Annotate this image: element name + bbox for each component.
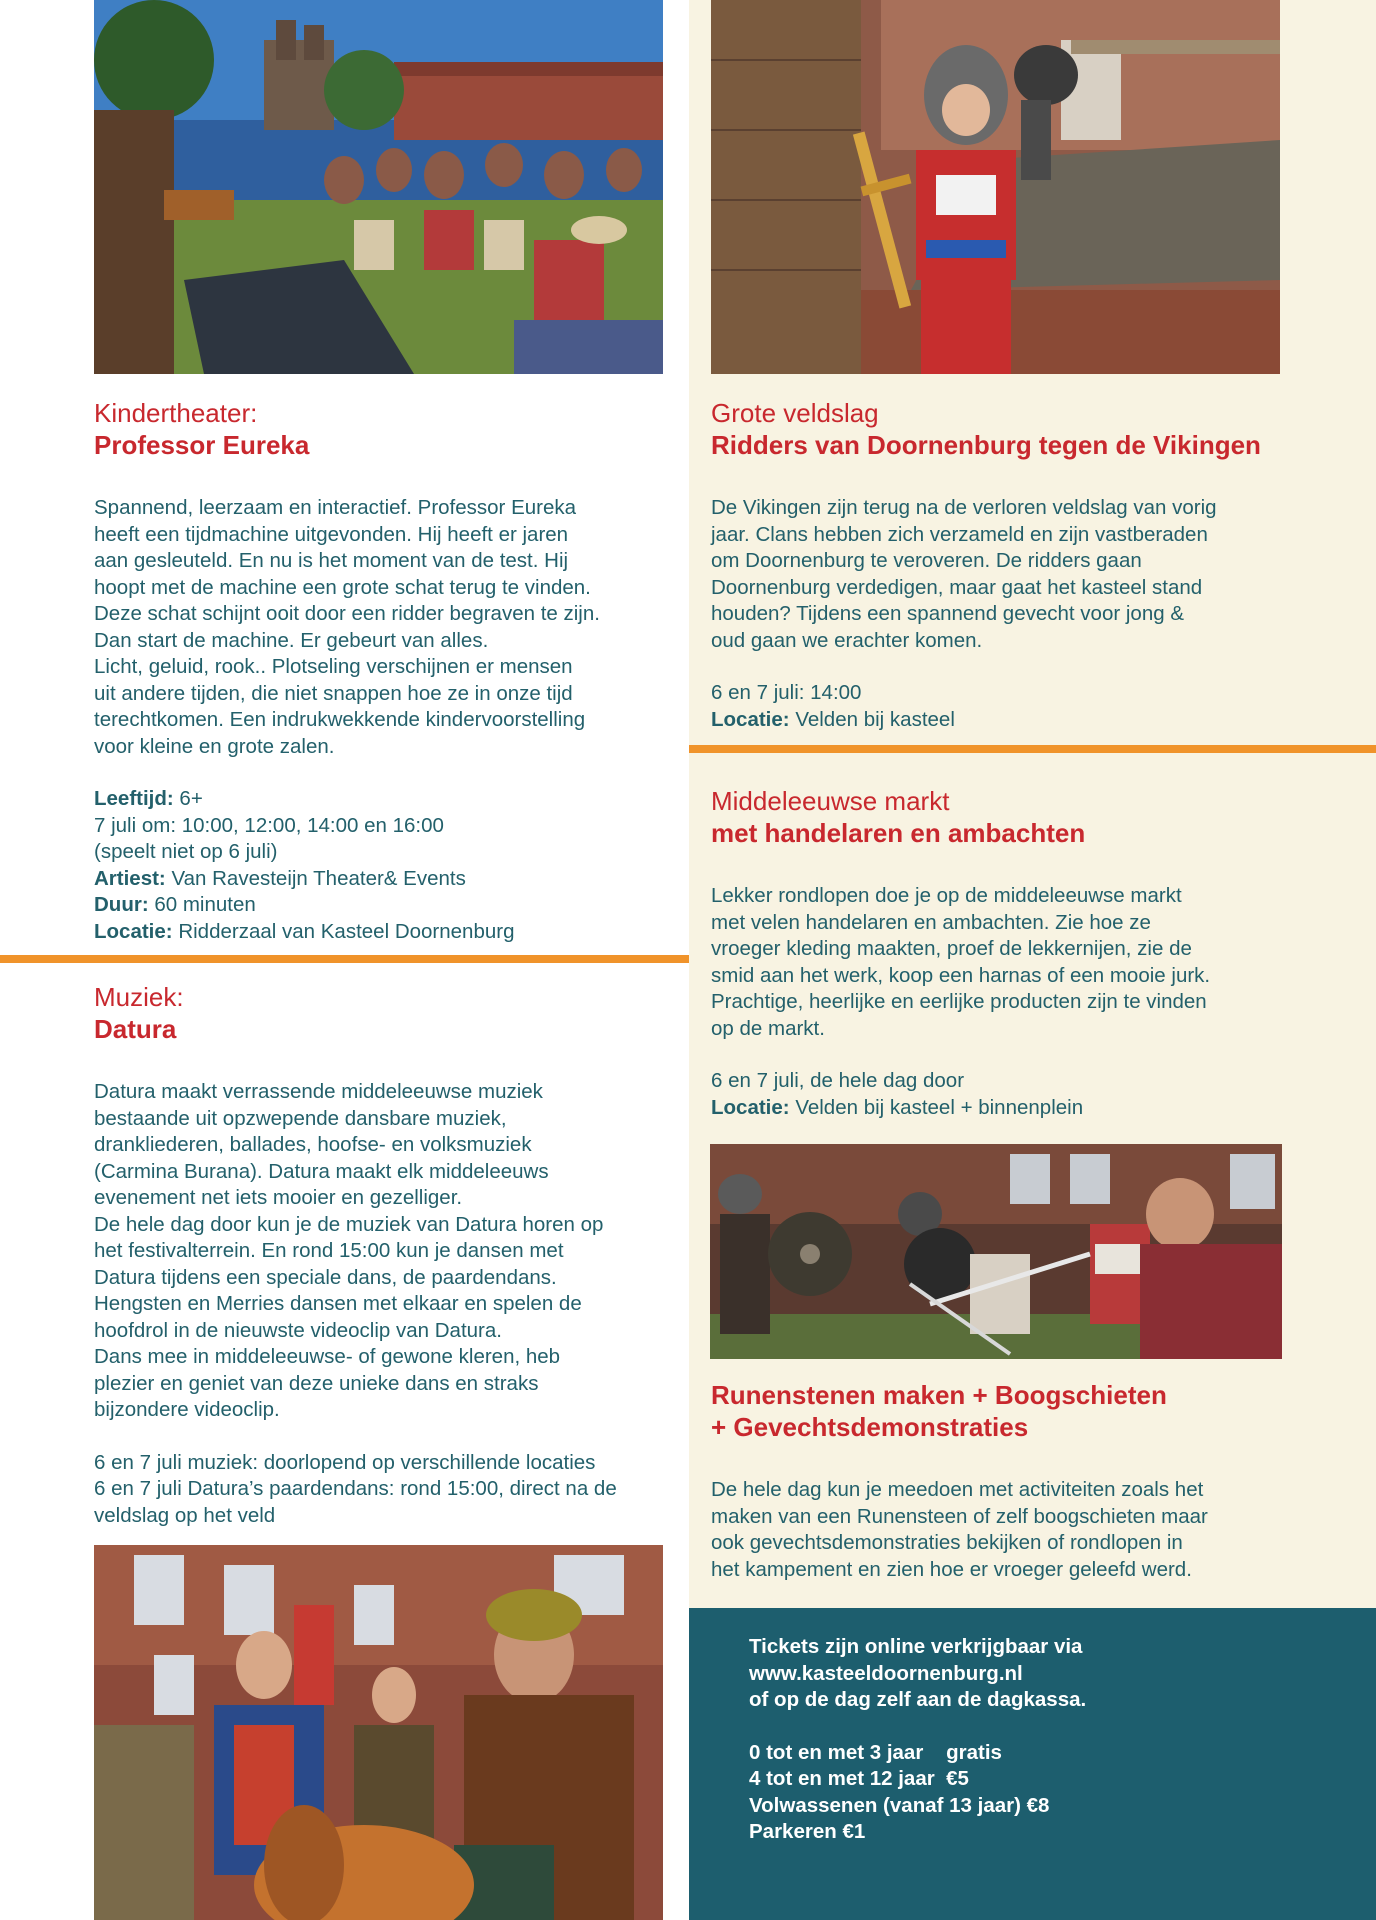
musicians-photo [94, 1545, 663, 1920]
veldslag-category: Grote veldslag [711, 398, 879, 428]
markt-details: 6 en 7 juli, de hele dag door Locatie: Velden bij kasteel + binnenplein [711, 1069, 1084, 1119]
runen-description: De hele dag kun je meedoen met activiteiten zoals het maken van een Runensteen of zelf boogschieten maar ook gevechtsdemonstraties bekijken of rondlopen in het kampement en zien hoe er vroeger geleefd werd. [711, 1478, 1208, 1581]
veldslag-description: De Vikingen zijn terug na de verloren veldslag van vorig jaar. Clans hebben zich verzameld en zijn vastberaden om Doornenburg te veroveren. De ridders gaan Doornenburg verdedigen, maar gaat het kasteel stand houden? Tijdens een spannend gevecht voor jong & oud gaan we erachter komen. [711, 496, 1217, 652]
tickets-panel [689, 1608, 1376, 1920]
price-list: 0 tot en met 3 jaar gratis 4 tot en met 12 jaar €5 Volwassenen (vanaf 13 jaar) €8 Parkeren €1 [749, 1740, 1050, 1843]
kindertheater-description: Spannend, leerzaam en interactief. Professor Eureka heeft een tijdmachine uitgevonden. Hij heeft er jaren aan gesleuteld. En nu is het moment van de test. Hij hoopt met de machine een grote schat terug te vinden. Deze schat schijnt ooit door een ridder begraven te zijn. Dan start de machine. Er gebeurt van alles. Licht, geluid, rook.. Plotseling verschijnen er mensen uit andere tijden, die niet snappen hoe ze in onze tijd terechtkomen. Een indrukwekkende kindervoorstelling voor kleine en grote zalen. [94, 496, 600, 758]
muziek-title: Datura [94, 1014, 177, 1044]
veldslag-section [711, 397, 1361, 733]
veldslag-details: 6 en 7 juli: 14:00 Locatie: Velden bij kasteel [711, 681, 955, 731]
child-knight-photo [711, 0, 1280, 374]
markt-description: Lekker rondlopen doe je op de middeleeuwse markt met velen handelaren en ambachten. Zie hoe ze vroeger kleding maakten, proef de lekkernijen, zie de smid aan het werk, koop een harnas of een mooie jurk. Prachtige, heerlijke en eerlijke producten zijn te vinden op de markt. [711, 884, 1211, 1040]
kindertheater-title: Professor Eureka [94, 430, 310, 460]
muziek-category: Muziek: [94, 982, 184, 1012]
runen-title: Runenstenen maken + Boogschieten + Gevechtsdemonstraties [711, 1380, 1167, 1442]
kindertheater-details: Leeftijd: 6+ 7 juli om: 10:00, 12:00, 14:00 en 16:00 (speelt niet op 6 juli) Artiest: Van Ravesteijn Theater& Events Duur: 60 minuten Locatie: Ridderzaal van Kasteel Doornenburg [94, 787, 515, 943]
tickets-website-link[interactable]: www.kasteeldoornenburg.nl [749, 1661, 1023, 1685]
runen-section [711, 1379, 1361, 1583]
theater-audience-photo [94, 0, 663, 374]
muziek-description: Datura maakt verrassende middeleeuwse muziek bestaande uit opzwepende dansbare muziek, drankliederen, ballades, hoofse- en volksmuziek (Carmina Burana). Datura maakt elk middeleeuws evenement net iets mooier en gezelliger. De hele dag door kun je de muziek van Datura horen op het festivalterrein. En rond 15:00 kun je dansen met Datura tijdens een speciale dans, de paardendans. Hengsten en Merries dansen met elkaar en spelen de hoofdrol in de nieuwste videoclip van Datura. Dans mee in middeleeuwse- of gewone kleren, heb plezier en geniet van deze unieke dans en straks bijzondere videoclip. [94, 1080, 604, 1421]
divider-right [689, 745, 1376, 753]
kindertheater-category: Kindertheater: [94, 398, 258, 428]
markt-section [711, 785, 1361, 1121]
markt-category: Middeleeuwse markt [711, 786, 950, 816]
kindertheater-section [94, 397, 674, 945]
muziek-schedule: 6 en 7 juli muziek: doorlopend op verschillende locaties 6 en 7 juli Datura’s paardendans: rond 15:00, direct na de veldslag op het veld [94, 1450, 617, 1527]
combat-demonstration-photo [710, 1144, 1282, 1359]
divider-left [0, 955, 689, 963]
muziek-section [94, 981, 674, 1529]
veldslag-title: Ridders van Doornenburg tegen de Vikingen [711, 430, 1261, 460]
markt-title: met handelaren en ambachten [711, 818, 1086, 848]
tickets-info: Tickets zijn online verkrijgbaar via www.kasteeldoornenburg.nl of op de dag zelf aan de dagkassa. 0 tot en met 3 jaar gratis 4 tot en met 12 jaar €5 Volwassenen (vanaf 13 jaar) €8 Parkeren €1 [749, 1634, 1086, 1846]
